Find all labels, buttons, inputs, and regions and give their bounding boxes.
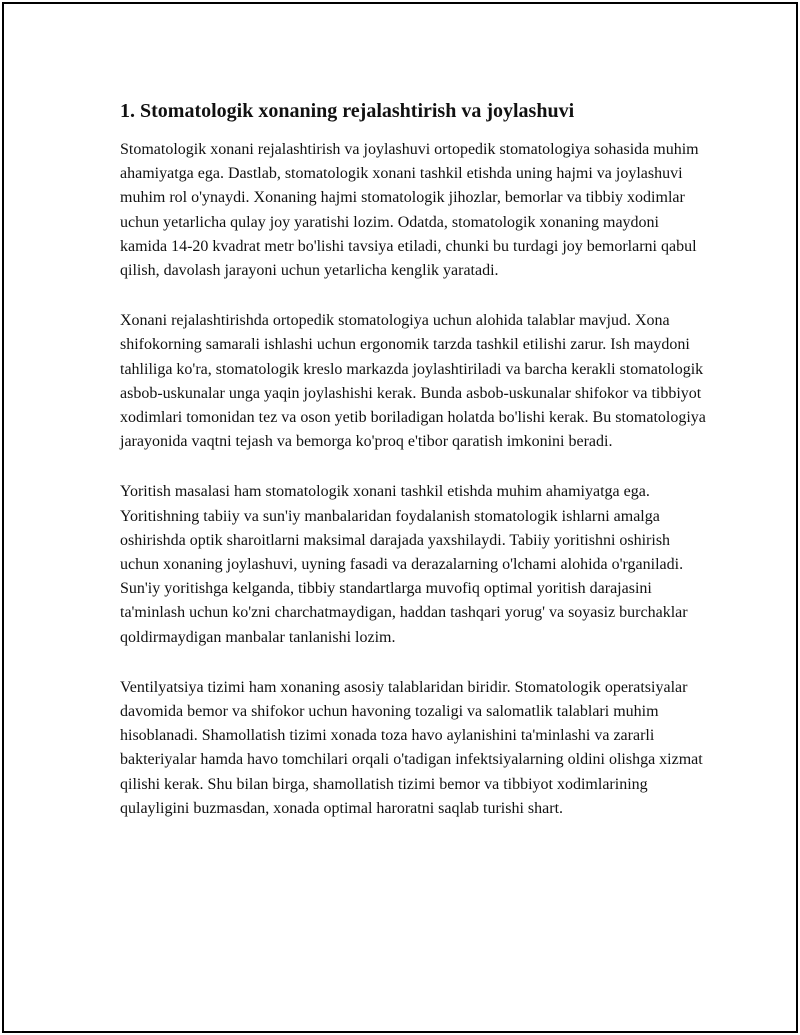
paragraph-ventilation: Ventilyatsiya tizimi ham xonaning asosiy talablaridan biridir. Stomatologik operatsiyalar davomida bemor va shifokor uchun havoning tozaligi va salomatlik talablari muhim hisoblanadi. Shamollatish tizimi xonada toza havo aylanishini ta'minlashi va zararli bakteriyalar hamda havo tomchilari orqali o'tadigan infektsiyalarning oldini olishga xizmat qilishi kerak. Shu bilan birga, shamollatish tizimi bemor va tibbiyot xodimlarining qulayligini buzmasdan, xonada optimal haroratni saqlab turishi shart. [120, 678, 703, 817]
paragraph-ergonomics: Xonani rejalashtirishda ortopedik stomatologiya uchun alohida talablar mavjud. Xona shifokorning samarali ishlashi uchun ergonomik tarzda tashkil etilishi zarur. Ish maydoni tahliliga ko'ra, stomatologik kreslo markazda joylashtiriladi va barcha kerakli stomatologik asbob-uskunalar unga yaqin joylashishi kerak. Bunda asbob-uskunalar shifokor va tibbiyot xodimlari tomonidan tez va oson yetib boriladigan holatda bo'lishi kerak. Bu stomatologiya jarayonida vaqtni tejash va bemorga ko'proq e'tibor qaratish imkonini beradi. [120, 312, 706, 451]
document-body [120, 98, 710, 847]
paragraph-room-size: Stomatologik xonani rejalashtirish va joylashuvi ortopedik stomatologiya sohasida muhim ahamiyatga ega. Dastlab, stomatologik xonani tashkil etishda uning hajmi va joylashuvi muhim rol o'ynaydi. Xonaning hajmi stomatologik jihozlar, bemorlar va tibbiy xodimlar uchun yetarlicha qulay joy yaratishi lozim. Odatda, stomatologik xonaning maydoni kamida 14-20 kvadrat metr bo'lishi tavsiya etiladi, chunki bu turdagi joy bemorlarni qabul qilish, davolash jarayoni uchun yetarlicha kenglik yaratadi. [120, 141, 699, 280]
section-title: 1. Stomatologik xonaning rejalashtirish va joylashuvi [120, 100, 575, 122]
page-border [2, 2, 798, 1033]
paragraph-lighting: Yoritish masalasi ham stomatologik xonani tashkil etishda muhim ahamiyatga ega. Yoritishning tabiiy va sun'iy manbalaridan foydalanish stomatologik ishlarni amalga oshirishda optik sharoitlarni maksimal darajada yaxshilaydi. Tabiiy yoritishni oshirish uchun xonaning joylashuvi, uyning fasadi va derazalarning o'lchami alohida o'rganiladi. Sun'iy yoritishga kelganda, tibbiy standartlarga muvofiq optimal yoritish darajasini ta'minlash uchun ko'zni charchatmaydigan, haddan tashqari yorug' va soyasiz burchaklar qoldirmaydigan manbalar tanlanishi lozim. [120, 483, 688, 646]
